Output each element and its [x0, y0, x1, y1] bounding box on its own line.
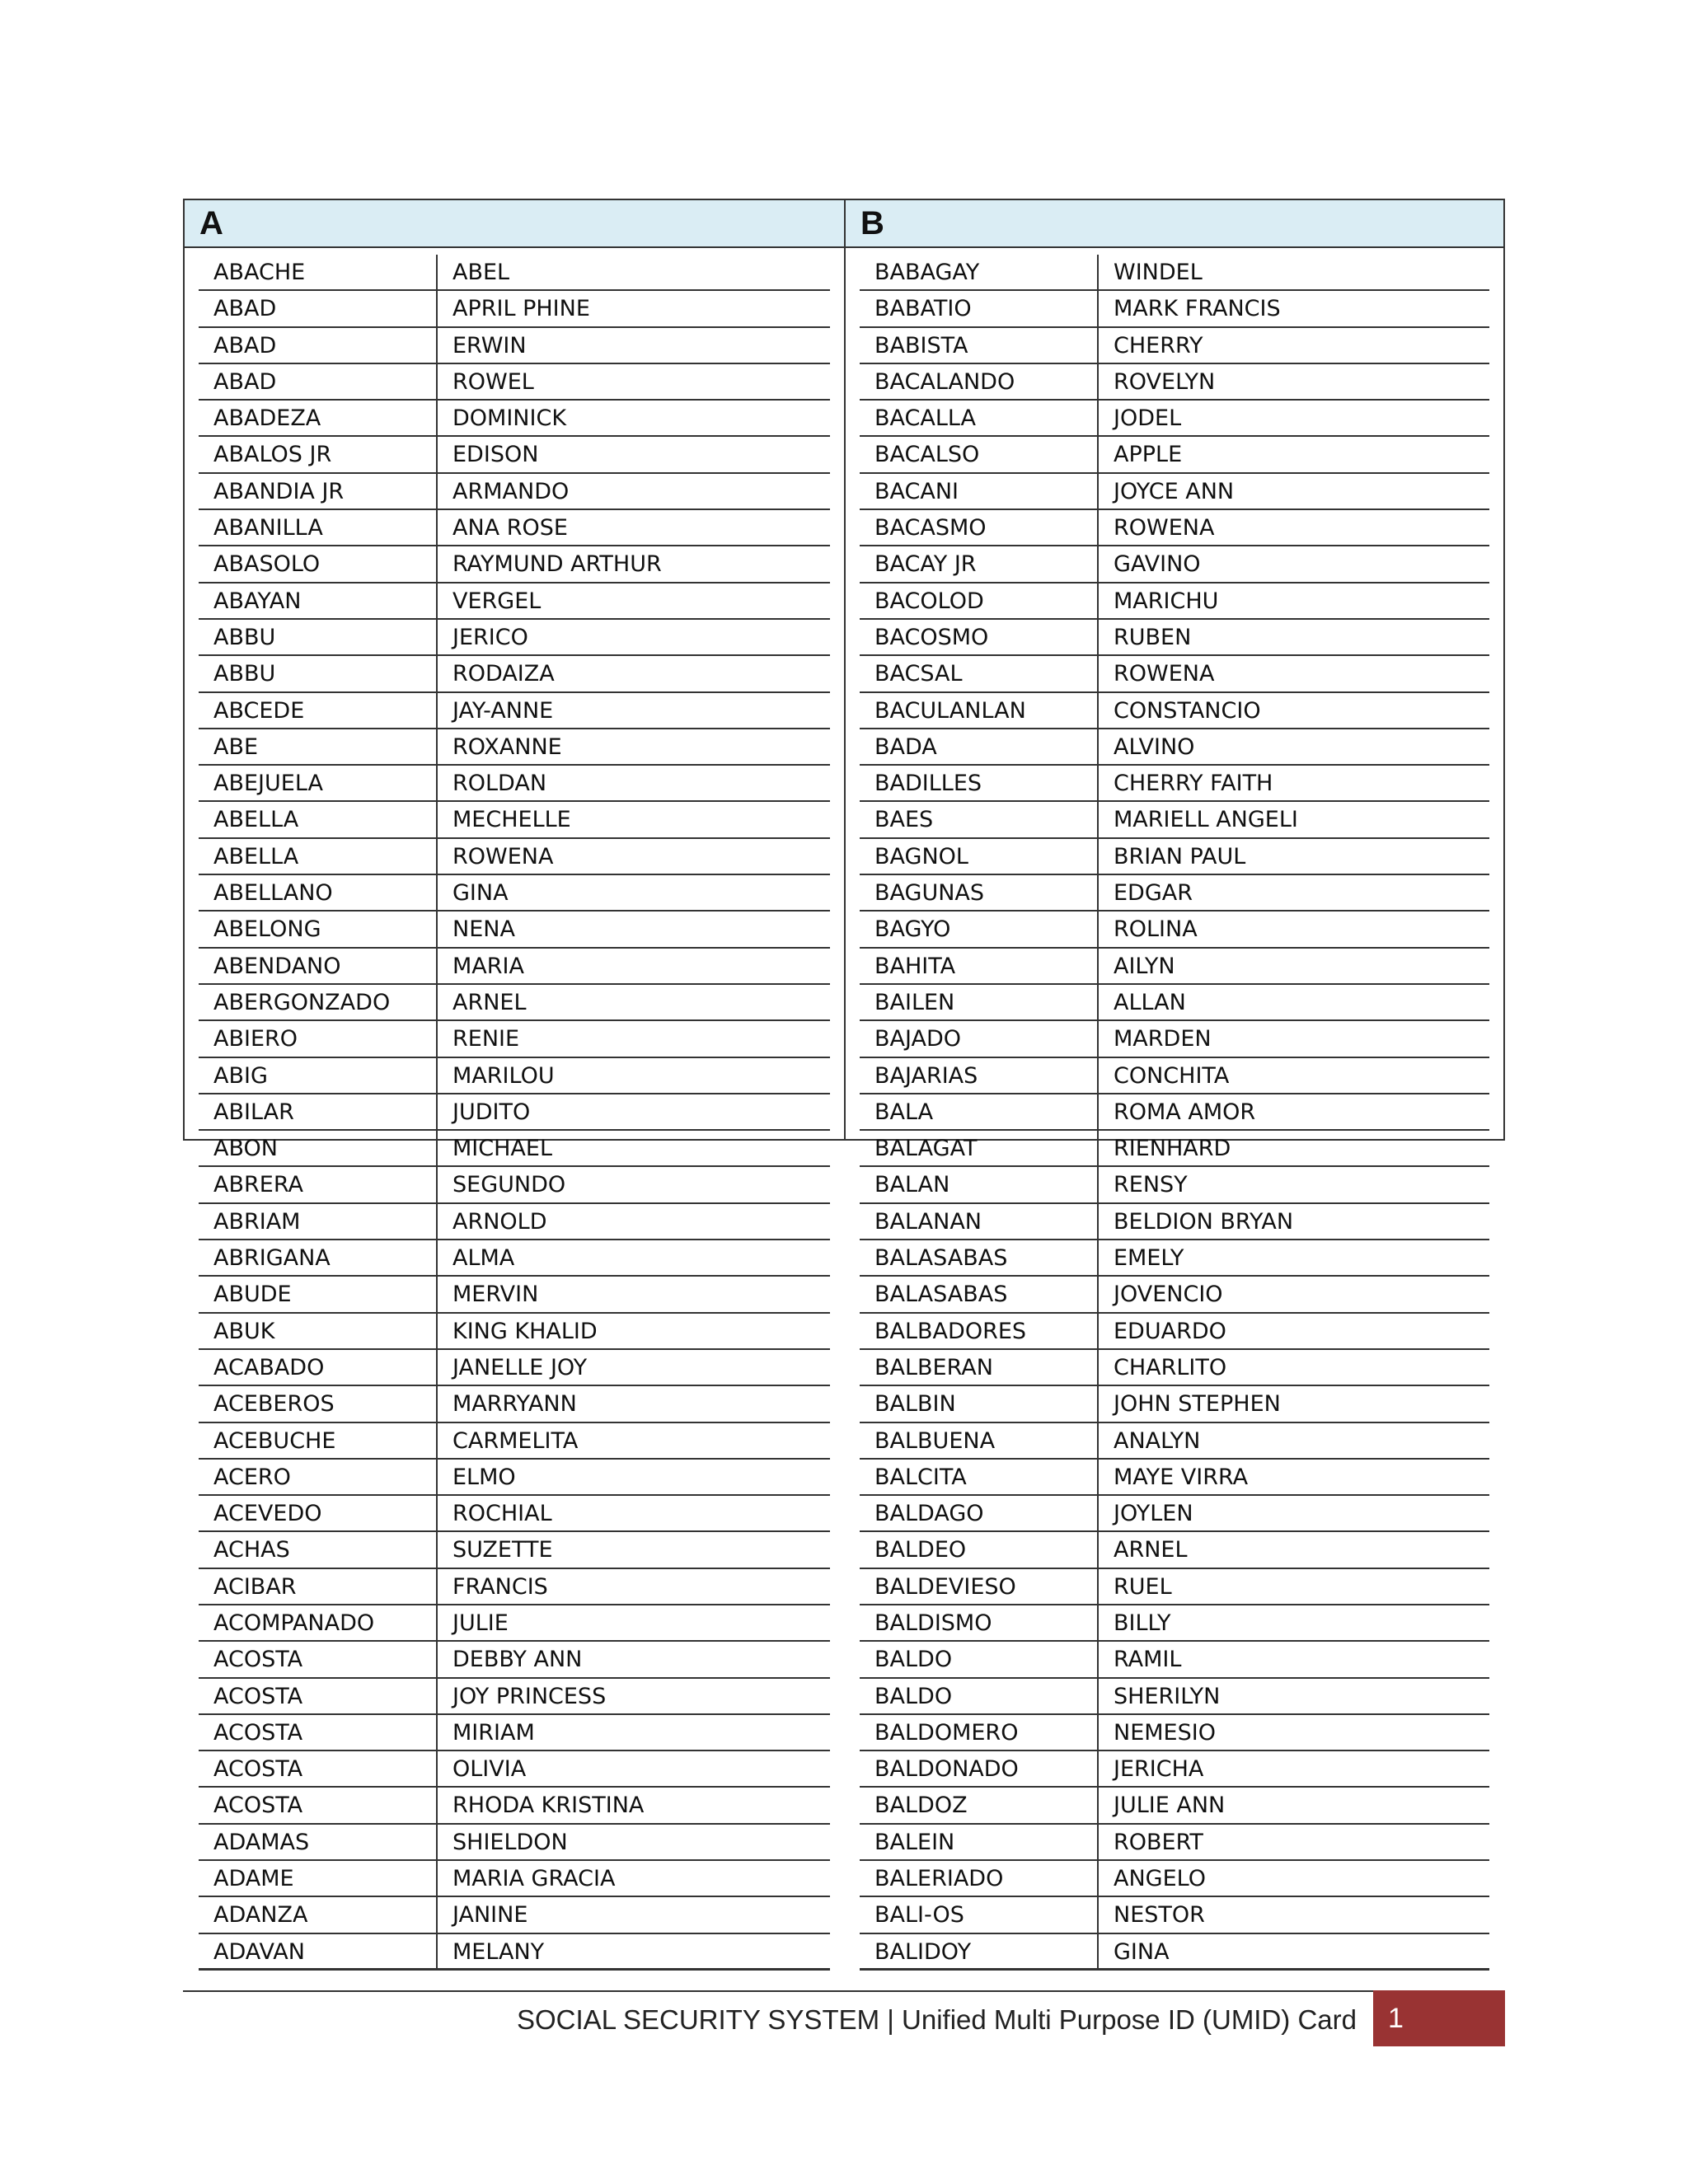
given-name-cell: RAMIL	[1097, 1642, 1489, 1676]
table-row	[199, 1094, 830, 1131]
table-row	[199, 1021, 830, 1057]
table-row	[199, 1277, 830, 1313]
given-name-cell: ANALYN	[1097, 1423, 1489, 1458]
given-name-cell: JOHN STEPHEN	[1097, 1386, 1489, 1421]
given-name-cell: ARNEL	[436, 985, 830, 1019]
surname-cell: BALDONADO	[874, 1756, 1019, 1783]
surname-cell: ABAD	[213, 332, 277, 359]
table-row	[860, 912, 1489, 948]
surname-cell: ACOSTA	[213, 1719, 303, 1746]
surname-cell: BADILLES	[874, 771, 982, 797]
given-name-cell: GINA	[436, 875, 830, 910]
table-row	[199, 1423, 830, 1460]
surname-cell: BACULANLAN	[874, 697, 1026, 724]
table-row	[860, 1715, 1489, 1751]
surname-cell: ACABADO	[213, 1354, 325, 1380]
table-row	[860, 1094, 1489, 1131]
surname-cell: BALEIN	[874, 1829, 955, 1855]
given-name-cell: SHIELDON	[436, 1825, 830, 1859]
given-name-cell: ANGELO	[1097, 1861, 1489, 1896]
table-row	[199, 291, 830, 327]
surname-cell: BALDEVIESO	[874, 1573, 1016, 1600]
table-row	[199, 1350, 830, 1386]
given-name-cell: ROBERT	[1097, 1825, 1489, 1859]
given-name-cell: VERGEL	[436, 583, 830, 618]
given-name-cell: SEGUNDO	[436, 1167, 830, 1202]
given-name-cell: DEBBY ANN	[436, 1642, 830, 1676]
given-name-cell: MARK FRANCIS	[1097, 291, 1489, 326]
given-name-cell: JANINE	[436, 1897, 830, 1932]
table-row	[199, 1058, 830, 1094]
given-name-cell: RENSY	[1097, 1167, 1489, 1202]
table-row	[199, 912, 830, 948]
surname-cell: BACALSO	[874, 442, 980, 468]
table-row	[860, 766, 1489, 802]
surname-cell: ACHAS	[213, 1537, 290, 1563]
given-name-cell: FRANCIS	[436, 1569, 830, 1604]
given-name-cell: BILLY	[1097, 1605, 1489, 1640]
table-row	[860, 1460, 1489, 1496]
given-name-cell: KING KHALID	[436, 1314, 830, 1348]
surname-cell: BALCITA	[874, 1464, 967, 1490]
table-row	[199, 1861, 830, 1897]
surname-cell: BACAY JR	[874, 551, 977, 578]
given-name-cell: EDISON	[436, 437, 830, 471]
surname-cell: ACEBEROS	[213, 1391, 335, 1418]
surname-cell: ABADEZA	[213, 405, 321, 432]
surname-cell: BALBUENA	[874, 1427, 996, 1454]
table-row	[199, 1131, 830, 1167]
given-name-cell: GAVINO	[1097, 546, 1489, 581]
surname-cell: BALDISMO	[874, 1610, 992, 1636]
given-name-cell: RUEL	[1097, 1569, 1489, 1604]
table-row	[860, 949, 1489, 985]
table-row	[199, 1605, 830, 1642]
table-row	[860, 839, 1489, 875]
table-row	[199, 255, 830, 291]
surname-cell: ABRIGANA	[213, 1245, 331, 1272]
table-row	[860, 1897, 1489, 1933]
given-name-cell: ANA ROSE	[436, 510, 830, 545]
surname-cell: ADANZA	[213, 1902, 308, 1929]
surname-cell: BACOLOD	[874, 588, 984, 614]
given-name-cell: ALVINO	[1097, 729, 1489, 764]
section-b-header: B	[846, 200, 1503, 248]
table-row	[860, 620, 1489, 656]
surname-cell: ABRIAM	[213, 1208, 301, 1235]
surname-cell: ABEJUELA	[213, 771, 323, 797]
surname-cell: BAHITA	[874, 953, 956, 979]
section-a-header: A	[185, 200, 844, 248]
given-name-cell: ALMA	[436, 1240, 830, 1275]
table-row	[860, 1825, 1489, 1861]
table-row	[199, 1532, 830, 1568]
given-name-cell: JUDITO	[436, 1094, 830, 1129]
given-name-cell: RIENHARD	[1097, 1131, 1489, 1165]
page-number: 1	[1373, 1990, 1505, 2046]
surname-cell: BABATIO	[874, 296, 972, 322]
table-row	[860, 510, 1489, 546]
given-name-cell: JOVENCIO	[1097, 1277, 1489, 1311]
table-row	[860, 583, 1489, 620]
surname-cell: BALDAGO	[874, 1501, 984, 1527]
table-row	[860, 1131, 1489, 1167]
table-row	[860, 1496, 1489, 1532]
table-row	[860, 1204, 1489, 1240]
given-name-cell: MARRYANN	[436, 1386, 830, 1421]
surname-cell: BALDO	[874, 1647, 953, 1673]
table-row	[199, 1386, 830, 1422]
surname-cell: ABCEDE	[213, 697, 305, 724]
given-name-cell: CHERRY	[1097, 328, 1489, 363]
surname-cell: BACSAL	[874, 661, 963, 687]
table-row	[860, 693, 1489, 729]
table-row	[199, 328, 830, 364]
table-row	[860, 1350, 1489, 1386]
footer-title: SOCIAL SECURITY SYSTEM | Unified Multi Purpose ID (UMID) Card	[517, 2004, 1357, 2035]
table-row	[860, 1277, 1489, 1313]
given-name-cell: SHERILYN	[1097, 1679, 1489, 1713]
given-name-cell: ROMA AMOR	[1097, 1094, 1489, 1129]
table-row	[199, 510, 830, 546]
surname-cell: ABAD	[213, 368, 277, 395]
given-name-cell: MARIELL ANGELI	[1097, 802, 1489, 837]
table-row	[860, 1569, 1489, 1605]
section-a	[185, 200, 844, 1965]
surname-cell: BACOSMO	[874, 624, 989, 650]
table-row	[860, 255, 1489, 291]
table-row	[860, 985, 1489, 1021]
given-name-cell: MECHELLE	[436, 802, 830, 837]
given-name-cell: ROVELYN	[1097, 364, 1489, 399]
surname-cell: ABELLANO	[213, 880, 333, 907]
table-row	[860, 1934, 1489, 1971]
surname-cell: ABAD	[213, 296, 277, 322]
surname-cell: ACEVEDO	[213, 1501, 322, 1527]
table-row	[199, 1825, 830, 1861]
table-row	[860, 1605, 1489, 1642]
given-name-cell: AILYN	[1097, 949, 1489, 983]
given-name-cell: JERICHA	[1097, 1751, 1489, 1786]
surname-cell: ACOSTA	[213, 1756, 303, 1783]
surname-cell: BABISTA	[874, 332, 968, 359]
given-name-cell: ROWEL	[436, 364, 830, 399]
surname-cell: BALI-OS	[874, 1902, 964, 1929]
given-name-cell: ROWENA	[436, 839, 830, 874]
surname-cell: ABACHE	[213, 260, 306, 285]
surname-cell: ABILAR	[213, 1099, 294, 1125]
given-name-cell: JULIE	[436, 1605, 830, 1640]
table-row	[860, 1642, 1489, 1678]
table-row	[199, 1897, 830, 1933]
given-name-cell: EDGAR	[1097, 875, 1489, 910]
given-name-cell: RHODA KRISTINA	[436, 1788, 830, 1822]
table-row	[199, 875, 830, 912]
given-name-cell: JODEL	[1097, 401, 1489, 435]
given-name-cell: ROLINA	[1097, 912, 1489, 946]
table-row	[199, 729, 830, 766]
surname-cell: BACASMO	[874, 515, 987, 541]
given-name-cell: MARIA GRACIA	[436, 1861, 830, 1896]
given-name-cell: EDUARDO	[1097, 1314, 1489, 1348]
surname-cell: BAJARIAS	[874, 1062, 978, 1089]
surname-cell: ABANDIA JR	[213, 478, 345, 504]
surname-cell: BALBIN	[874, 1391, 956, 1418]
table-row	[199, 985, 830, 1021]
surname-cell: ADAVAN	[213, 1938, 305, 1965]
surname-cell: ABUDE	[213, 1282, 292, 1308]
table-row	[860, 328, 1489, 364]
surname-cell: BALA	[874, 1099, 934, 1125]
given-name-cell: JANELLE JOY	[436, 1350, 830, 1385]
table-row	[199, 620, 830, 656]
given-name-cell: MARIA	[436, 949, 830, 983]
surname-cell: ABIG	[213, 1062, 268, 1089]
surname-cell: ABAYAN	[213, 588, 302, 614]
table-row	[199, 949, 830, 985]
name-list-table	[183, 199, 1505, 1965]
surname-cell: BAGUNAS	[874, 880, 985, 907]
table-row	[199, 693, 830, 729]
given-name-cell: CHERRY FAITH	[1097, 766, 1489, 800]
surname-cell: ABELLA	[213, 807, 299, 833]
given-name-cell: JERICO	[436, 620, 830, 654]
surname-cell: BAES	[874, 807, 934, 833]
table-row	[860, 1314, 1489, 1350]
table-row	[860, 875, 1489, 912]
surname-cell: ABENDANO	[213, 953, 341, 979]
given-name-cell: MARILOU	[436, 1058, 830, 1093]
given-name-cell: ROWENA	[1097, 510, 1489, 545]
given-name-cell: OLIVIA	[436, 1751, 830, 1786]
table-row	[199, 1569, 830, 1605]
given-name-cell: ROCHIAL	[436, 1496, 830, 1530]
surname-cell: BAILEN	[874, 989, 955, 1015]
table-row	[860, 656, 1489, 692]
surname-cell: ABANILLA	[213, 515, 323, 541]
table-row	[199, 1204, 830, 1240]
given-name-cell: DOMINICK	[436, 401, 830, 435]
given-name-cell: ROLDAN	[436, 766, 830, 800]
footer-divider	[183, 1990, 1505, 1992]
surname-cell: ACOSTA	[213, 1793, 303, 1819]
section-b	[844, 200, 1503, 1965]
surname-cell: BACALLA	[874, 405, 977, 432]
surname-cell: BADA	[874, 733, 937, 760]
surname-cell: BALDOZ	[874, 1793, 968, 1819]
table-row	[199, 1167, 830, 1203]
table-row	[199, 437, 830, 473]
surname-cell: BABAGAY	[874, 260, 980, 285]
table-row	[860, 1861, 1489, 1897]
given-name-cell: MICHAEL	[436, 1131, 830, 1165]
table-row	[860, 1751, 1489, 1788]
table-row	[860, 1167, 1489, 1203]
surname-cell: ACOSTA	[213, 1647, 303, 1673]
table-row	[199, 1751, 830, 1788]
given-name-cell: CARMELITA	[436, 1423, 830, 1458]
given-name-cell: SUZETTE	[436, 1532, 830, 1567]
given-name-cell: EMELY	[1097, 1240, 1489, 1275]
given-name-cell: ARMANDO	[436, 474, 830, 509]
table-row	[860, 474, 1489, 510]
surname-cell: ABELLA	[213, 843, 299, 869]
given-name-cell: NENA	[436, 912, 830, 946]
table-row	[199, 1788, 830, 1824]
surname-cell: BALANAN	[874, 1208, 982, 1235]
surname-cell: BALDOMERO	[874, 1719, 1019, 1746]
given-name-cell: ALLAN	[1097, 985, 1489, 1019]
given-name-cell: ARNEL	[1097, 1532, 1489, 1567]
surname-cell: ACERO	[213, 1464, 291, 1490]
table-row	[860, 401, 1489, 437]
table-row	[860, 1386, 1489, 1422]
surname-cell: ABRERA	[213, 1172, 303, 1198]
table-row	[860, 802, 1489, 838]
given-name-cell: MAYE VIRRA	[1097, 1460, 1489, 1494]
table-row	[199, 1240, 830, 1277]
surname-cell: ACIBAR	[213, 1573, 297, 1600]
surname-cell: ABE	[213, 733, 259, 760]
surname-cell: BACANI	[874, 478, 959, 504]
table-row	[860, 1058, 1489, 1094]
table-row	[199, 401, 830, 437]
given-name-cell: CHARLITO	[1097, 1350, 1489, 1385]
given-name-cell: ELMO	[436, 1460, 830, 1494]
surname-cell: BALERIADO	[874, 1866, 1004, 1892]
table-row	[199, 1679, 830, 1715]
table-row	[199, 1496, 830, 1532]
given-name-cell: JOY PRINCESS	[436, 1679, 830, 1713]
surname-cell: BALBADORES	[874, 1318, 1027, 1344]
table-row	[199, 839, 830, 875]
given-name-cell: BRIAN PAUL	[1097, 839, 1489, 874]
given-name-cell: ROXANNE	[436, 729, 830, 764]
surname-cell: ABASOLO	[213, 551, 321, 578]
surname-cell: BALAN	[874, 1172, 950, 1198]
given-name-cell: APRIL PHINE	[436, 291, 830, 326]
given-name-cell: CONSTANCIO	[1097, 693, 1489, 728]
given-name-cell: JOYLEN	[1097, 1496, 1489, 1530]
surname-cell: ABELONG	[213, 916, 321, 943]
table-row	[860, 1679, 1489, 1715]
surname-cell: ACEBUCHE	[213, 1427, 336, 1454]
given-name-cell: MIRIAM	[436, 1715, 830, 1750]
given-name-cell: RUBEN	[1097, 620, 1489, 654]
table-row	[860, 1021, 1489, 1057]
given-name-cell: RODAIZA	[436, 656, 830, 691]
given-name-cell: GINA	[1097, 1934, 1489, 1968]
table-row	[199, 1460, 830, 1496]
table-row	[199, 766, 830, 802]
table-row	[860, 1240, 1489, 1277]
surname-cell: ABBU	[213, 624, 276, 650]
surname-cell: ABALOS JR	[213, 442, 332, 468]
given-name-cell: RENIE	[436, 1021, 830, 1056]
given-name-cell: NEMESIO	[1097, 1715, 1489, 1750]
given-name-cell: MARICHU	[1097, 583, 1489, 618]
table-row	[860, 437, 1489, 473]
given-name-cell: ABEL	[436, 255, 830, 289]
surname-cell: BACALANDO	[874, 368, 1015, 395]
given-name-cell: BELDION BRYAN	[1097, 1204, 1489, 1239]
table-row	[199, 1314, 830, 1350]
surname-cell: ABUK	[213, 1318, 275, 1344]
surname-cell: BAGNOL	[874, 843, 968, 869]
surname-cell: ADAME	[213, 1866, 294, 1892]
given-name-cell: MELANY	[436, 1934, 830, 1968]
table-row	[199, 583, 830, 620]
given-name-cell: ROWENA	[1097, 656, 1489, 691]
table-row	[860, 1788, 1489, 1824]
given-name-cell: JULIE ANN	[1097, 1788, 1489, 1822]
given-name-cell: JAY-ANNE	[436, 693, 830, 728]
table-row	[199, 364, 830, 401]
given-name-cell: ARNOLD	[436, 1204, 830, 1239]
surname-cell: BALASABAS	[874, 1282, 1008, 1308]
surname-cell: ACOSTA	[213, 1683, 303, 1709]
table-row	[199, 546, 830, 583]
surname-cell: BALIDOY	[874, 1938, 972, 1965]
given-name-cell: ERWIN	[436, 328, 830, 363]
table-row	[860, 729, 1489, 766]
table-row	[860, 364, 1489, 401]
section-a-rows	[185, 248, 844, 1971]
surname-cell: BALAGAT	[874, 1136, 978, 1162]
table-row	[860, 546, 1489, 583]
given-name-cell: MERVIN	[436, 1277, 830, 1311]
surname-cell: ABIERO	[213, 1026, 298, 1052]
surname-cell: BALBERAN	[874, 1354, 993, 1380]
table-row	[199, 1934, 830, 1971]
given-name-cell: APPLE	[1097, 437, 1489, 471]
given-name-cell: NESTOR	[1097, 1897, 1489, 1932]
surname-cell: BALDEO	[874, 1537, 967, 1563]
surname-cell: ABERGONZADO	[213, 989, 391, 1015]
table-row	[199, 802, 830, 838]
table-row	[199, 1715, 830, 1751]
table-row	[199, 656, 830, 692]
table-row	[860, 1423, 1489, 1460]
surname-cell: BAGYO	[874, 916, 951, 943]
table-row	[860, 291, 1489, 327]
given-name-cell: WINDEL	[1097, 255, 1489, 289]
table-row	[199, 474, 830, 510]
given-name-cell: MARDEN	[1097, 1021, 1489, 1056]
given-name-cell: CONCHITA	[1097, 1058, 1489, 1093]
table-row	[199, 1642, 830, 1678]
section-b-rows	[846, 248, 1503, 1971]
given-name-cell: RAYMUND ARTHUR	[436, 546, 830, 581]
table-row	[860, 1532, 1489, 1568]
given-name-cell: JOYCE ANN	[1097, 474, 1489, 509]
surname-cell: ABON	[213, 1136, 278, 1162]
surname-cell: BALASABAS	[874, 1245, 1008, 1272]
surname-cell: BAJADO	[874, 1026, 961, 1052]
surname-cell: ACOMPANADO	[213, 1610, 375, 1636]
surname-cell: ABBU	[213, 661, 276, 687]
surname-cell: BALDO	[874, 1683, 953, 1709]
surname-cell: ADAMAS	[213, 1829, 310, 1855]
